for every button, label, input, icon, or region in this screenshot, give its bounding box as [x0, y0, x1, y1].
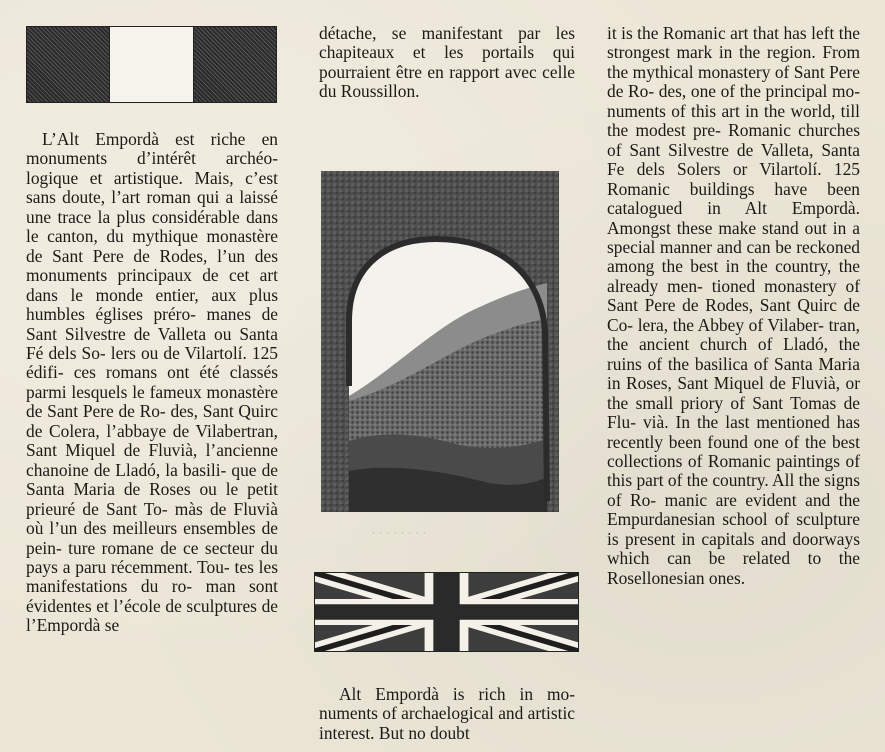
english-text-intro: Alt Empordà is rich in mo- numents of archaelogical and artistic interest. But no doubt: [319, 684, 575, 743]
photo-caption-faint: · · · · · · · ·: [372, 528, 427, 538]
arch-photo: [321, 171, 559, 512]
english-text-column: it is the Romanic art that has left the strongest mark in the region. From the mythical monastery of Sant Pere de Ro- des, one of the principal mo- numents of this art in the world, till the modest pre- Romanic churches of Sant Silvestre de Valleta, Santa Fe dels Solers or Vilartolí. 125 Romanic buildings have been catalogued in Alt Empordà. Amongst these make stand out in a special manner and can be reckoned among the best in the country, the already men- tioned monastery of Sant Pere de Rodes, Sant Quirc de Co- lera, the Abbey of Vilaber- tran, the ancient church of Lladó, the ruins of the basilica of Santa Maria in Roses, Sant Miquel de Fluvià, or the small priory of Sant Tomas de Flu- vià. In the last mentioned has recently been found one of the best collections of Romanic paintings of this part of the country. All the signs of Ro- manic are evident and the Empurdanesian school of sculpture is present in capitals and doorways which can be related to the Rosellonesian ones.: [607, 23, 860, 588]
flag-band-left: [27, 27, 109, 102]
french-text-continuation: détache, se manifestant par les chapiteaux et les portails qui pourraient être en rapport avec celle du Roussillon.: [319, 23, 575, 102]
flag-uk-drawing: [315, 573, 578, 651]
flag-band-center: [109, 27, 193, 102]
flag-band-right: [194, 27, 276, 102]
flag-france-icon: [26, 26, 277, 103]
arch-photo-drawing: [321, 171, 559, 512]
flag-uk-icon: [314, 572, 579, 652]
french-text-column: L’Alt Empordà est riche en monuments d’intérêt archéo- logique et artistique. Mais, c’est sans doute, l’art roman qui a laissé une trace la plus considérable dans le canton, du mythique monastère de Sant Pere de Rodes, l’un des monuments principaux de cet art dans le monde entier, aux plus humbles églises préro- manes de Sant Silvestre de Valleta ou Santa Fé dels So- lers ou de Vilartolí. 125 édifi- ces romans ont été classés parmi lesquels le fameux monastère de Sant Pere de Ro- des, Sant Quirc de Colera, l’abbaye de Vilabertran, Sant Miquel de Fluvià, l’ancienne chanoine de Lladó, la basili- que de Santa Maria de Roses ou le petit prieuré de Sant To- màs de Fluvià où l’un des meilleurs ensembles de pein- ture romane de ce secteur du pays a paru récemment. Tou- tes les manifestations du ro- man sont évidentes et l’école de sculptures de l’Empordà se: [26, 129, 278, 636]
